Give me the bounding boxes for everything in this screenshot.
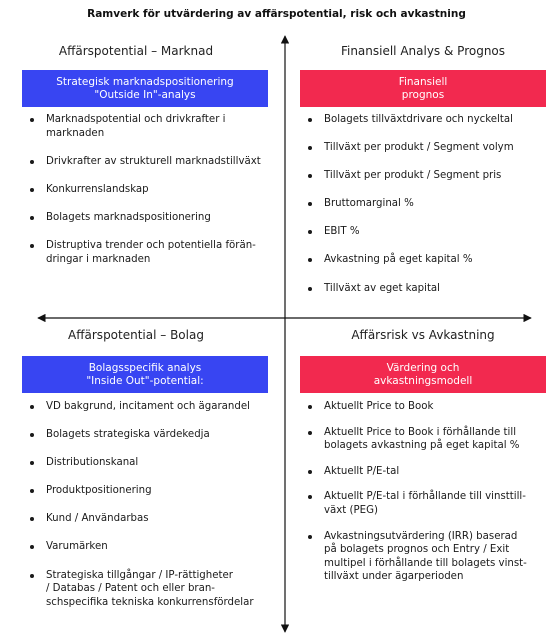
list-item: [26, 540, 276, 554]
list-item-line: växt (PEG): [324, 504, 378, 516]
list-item: [304, 169, 549, 183]
list-item: [304, 113, 549, 127]
list-item-line: Bolagets strategiska värdekedja: [46, 429, 210, 441]
list-item-line: schspecifika tekniska konkurrensfördelar: [46, 596, 254, 608]
list-item: [26, 183, 276, 197]
list-item-line: Aktuellt Price to Book: [324, 401, 434, 412]
list-item-line: Aktuellt P/E-tal: [324, 465, 400, 477]
company-items-list: [26, 400, 276, 609]
market-items-list: [26, 113, 276, 266]
list-item: [304, 282, 549, 296]
list-item-line: Distruptiva trender och potentiella förän-: [46, 239, 256, 251]
list-item-line: Kund / Användarbas: [46, 513, 149, 525]
list-item-line: Marknadspotential och drivkrafter i: [46, 114, 226, 125]
list-item-line: tillväxt under ägarperioden: [324, 571, 464, 583]
list-item-line: Drivkrafter av strukturell marknadstillväxt: [46, 155, 261, 167]
valuation-model-box: Värdering och avkastningsmodell: [300, 356, 546, 393]
valuation-items-list: [304, 400, 549, 584]
list-item-line: Varumärken: [46, 541, 108, 553]
list-item-line: Bolagets tillväxtdrivare och nyckeltal: [324, 114, 513, 125]
list-item-line: Produktpositionering: [46, 485, 152, 497]
list-item: [26, 239, 276, 266]
list-item-line: marknaden: [46, 127, 105, 139]
list-item: [26, 400, 276, 414]
list-item-line: VD bakgrund, incitament och ägarandel: [46, 401, 250, 412]
list-item-line: Tillväxt per produkt / Segment volym: [324, 142, 514, 154]
list-item: [26, 211, 276, 225]
list-item: [26, 155, 276, 169]
list-item-line: multipel i förhållande till bolagets vinst-: [324, 557, 527, 569]
list-item-line: Aktuellt P/E-tal i förhållande till vinsttill-: [324, 491, 526, 503]
list-item-line: Bolagets marknadspositionering: [46, 211, 211, 223]
quadrant-heading-company: Affärspotential – Bolag: [68, 328, 204, 342]
list-item-line: på bolagets prognos och Entry / Exit: [324, 544, 510, 556]
list-item-line: Avkastning på eget kapital %: [324, 254, 473, 266]
list-item: [304, 465, 549, 479]
list-item: [304, 141, 549, 155]
list-item: [304, 490, 549, 517]
list-item: [26, 512, 276, 526]
list-item-line: Aktuellt Price to Book i förhållande till: [324, 426, 517, 438]
diagram-title: Ramverk för utvärdering av affärspotential, risk och avkastning: [87, 8, 466, 20]
list-item: [304, 530, 549, 584]
list-item: [304, 197, 549, 211]
list-item: [304, 225, 549, 239]
list-item-line: dringar i marknaden: [46, 253, 151, 265]
list-item: [304, 426, 549, 453]
list-item: [26, 456, 276, 470]
list-item-line: bolagets avkastning på eget kapital %: [324, 440, 520, 452]
list-item-line: Konkurrenslandskap: [46, 183, 149, 195]
list-item-line: Avkastningsutvärdering (IRR) baserad: [324, 530, 518, 542]
financial-items-list: [304, 113, 549, 295]
list-item-line: Tillväxt per produkt / Segment pris: [324, 170, 502, 182]
financial-forecast-box: Finansiell prognos: [300, 70, 546, 107]
list-item: [304, 253, 549, 267]
strategic-positioning-box: Strategisk marknadspositionering "Outside In"-analys: [22, 70, 268, 107]
list-item: [26, 484, 276, 498]
list-item: [304, 400, 549, 414]
list-item-line: Tillväxt av eget kapital: [324, 282, 441, 294]
list-item: [26, 113, 276, 140]
list-item-line: EBIT %: [324, 226, 360, 238]
company-analysis-box: Bolagsspecifik analys "Inside Out"-potential:: [22, 356, 268, 393]
quadrant-heading-risk-return: Affärsrisk vs Avkastning: [351, 328, 495, 342]
list-item: [26, 569, 276, 610]
list-item-line: Distributionskanal: [46, 457, 139, 469]
quadrant-heading-financial: Finansiell Analys & Prognos: [340, 44, 506, 58]
list-item-line: / Databas / Patent och eller bran-: [46, 583, 215, 595]
list-item-line: Strategiska tillgångar / IP-rättigheter: [46, 569, 233, 581]
list-item-line: Bruttomarginal %: [324, 198, 414, 210]
list-item: [26, 428, 276, 442]
quadrant-heading-market: Affärspotential – Marknad: [58, 44, 214, 58]
